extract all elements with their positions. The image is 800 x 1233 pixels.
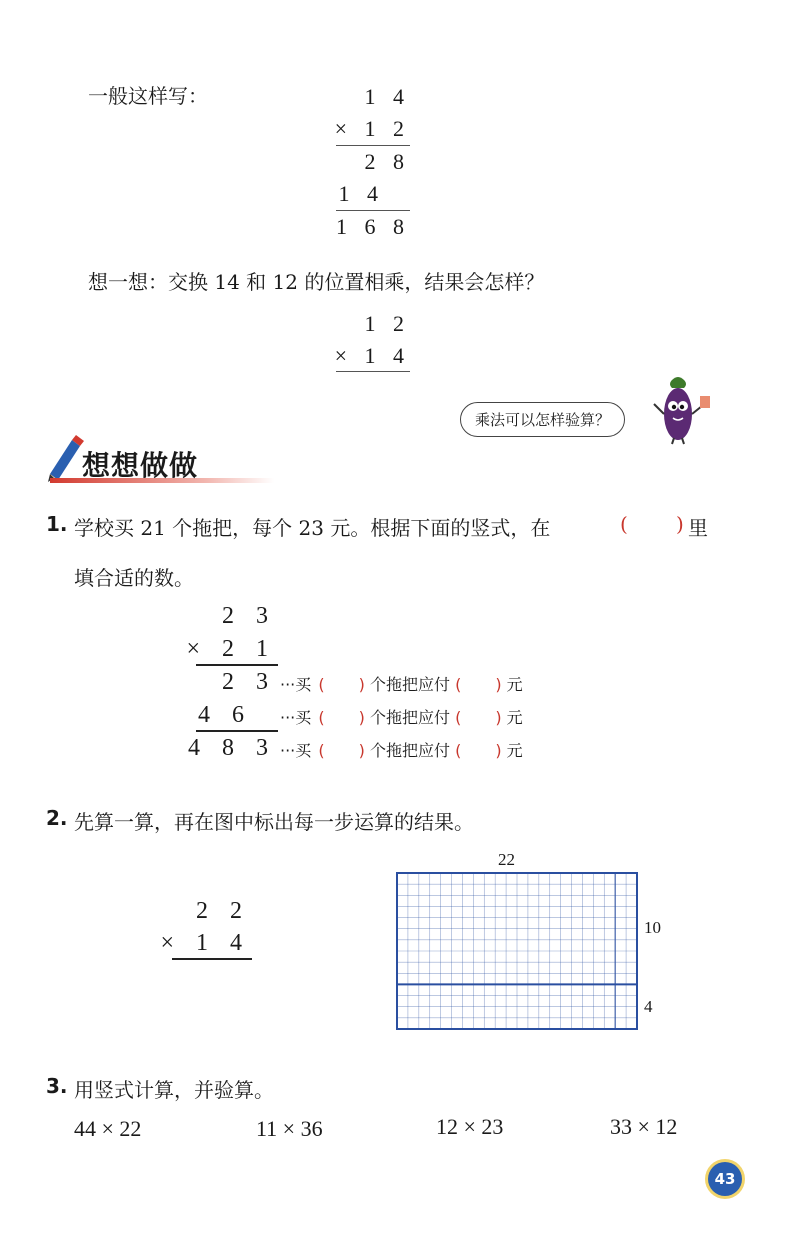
note-paren-open-2: (: [455, 708, 462, 727]
q1-calc-line-1: [196, 664, 278, 666]
eggplant-mascot-icon: [644, 374, 714, 446]
section-title: 想想做做: [82, 449, 199, 482]
q3-problem: 33 × 12: [610, 1114, 678, 1139]
note-paren-close-2: ): [495, 708, 502, 727]
q1-calc-p2: 4 6: [198, 702, 252, 728]
q1-calc-result: 4 8 3: [188, 735, 276, 761]
q1-note-row: [280, 738, 523, 761]
think-calc-line: [336, 371, 410, 372]
note-paren-open: (: [318, 708, 325, 727]
note-paren-open: (: [318, 675, 325, 694]
q1-calc-b: × 2 1: [186, 636, 276, 662]
note-mid-text: 个拖把应付: [369, 741, 450, 760]
note-paren-open-2: (: [455, 675, 462, 694]
grid-top-label: 22: [498, 850, 515, 869]
q3-problem: 11 × 36: [256, 1116, 323, 1141]
hint-bubble: 乘法可以怎样验算？: [460, 402, 625, 437]
intro-calc-a: 1 4: [364, 84, 410, 109]
note-paren-close: ): [358, 708, 365, 727]
intro-calc-p1: 2 8: [364, 149, 410, 174]
page-number: 43: [708, 1162, 742, 1196]
note-paren-close: ): [358, 675, 365, 694]
q1-calc-a: 2 3: [222, 603, 276, 629]
think-prompt: 想一想：交换 14 和 12 的位置相乘，结果会怎样？: [88, 270, 545, 294]
think-calc-a: 1 2: [364, 311, 410, 336]
note-paren-close-2: ): [495, 675, 502, 694]
q1-number: 1.: [46, 512, 68, 536]
q1-note-row: [280, 705, 523, 728]
note-dots: ···买: [280, 741, 312, 760]
q3-problem: 12 × 23: [436, 1114, 504, 1139]
q1-line1-paren-close: ): [676, 512, 684, 536]
q2-calc-b: × 1 4: [160, 930, 250, 956]
intro-calc-p2: 1 4: [338, 181, 384, 206]
intro-label: 一般这样写：: [88, 84, 208, 108]
note-dots: ···买: [280, 675, 312, 694]
intro-calc-result: 1 6 8: [336, 214, 410, 239]
pencil-icon: [44, 434, 84, 484]
think-calc-b: × 1 4: [334, 343, 410, 368]
intro-calc-line-2: [336, 210, 410, 211]
q2-calc-a: 2 2: [196, 898, 250, 924]
grid-right-label-top: 10: [644, 918, 661, 937]
note-dots: ···买: [280, 708, 312, 727]
note-mid-text: 个拖把应付: [369, 675, 450, 694]
grid-right-label-bottom: 4: [644, 997, 653, 1016]
q2-calc-line: [172, 958, 252, 960]
q1-line2: 填合适的数。: [74, 566, 194, 590]
q1-calc-line-2: [196, 730, 278, 732]
q1-note-row: [280, 672, 523, 695]
q2-text: 先算一算，再在图中标出每一步运算的结果。: [74, 810, 474, 834]
note-paren-close: ): [358, 741, 365, 760]
q3-problem: 44 × 22: [74, 1116, 142, 1141]
q3-text: 用竖式计算，并验算。: [74, 1078, 274, 1102]
area-grid: [396, 872, 638, 1030]
note-paren-open-2: (: [455, 741, 462, 760]
q1-calc-p1: 2 3: [222, 669, 276, 695]
q2-number: 2.: [46, 806, 68, 830]
note-mid-text: 个拖把应付: [369, 708, 450, 727]
note-unit: 元: [506, 675, 523, 694]
intro-calc-b: × 1 2: [334, 116, 410, 141]
q3-number: 3.: [46, 1074, 68, 1098]
intro-calc-line-1: [336, 145, 410, 146]
q1-line1-paren-open: (: [620, 512, 628, 536]
note-paren-open: (: [318, 741, 325, 760]
note-unit: 元: [506, 741, 523, 760]
note-unit: 元: [506, 708, 523, 727]
q1-line1-a: 学校买 21 个拖把，每个 23 元。根据下面的竖式，在: [74, 516, 551, 540]
note-paren-close-2: ): [495, 741, 502, 760]
q1-line1-b: 里: [688, 516, 708, 540]
